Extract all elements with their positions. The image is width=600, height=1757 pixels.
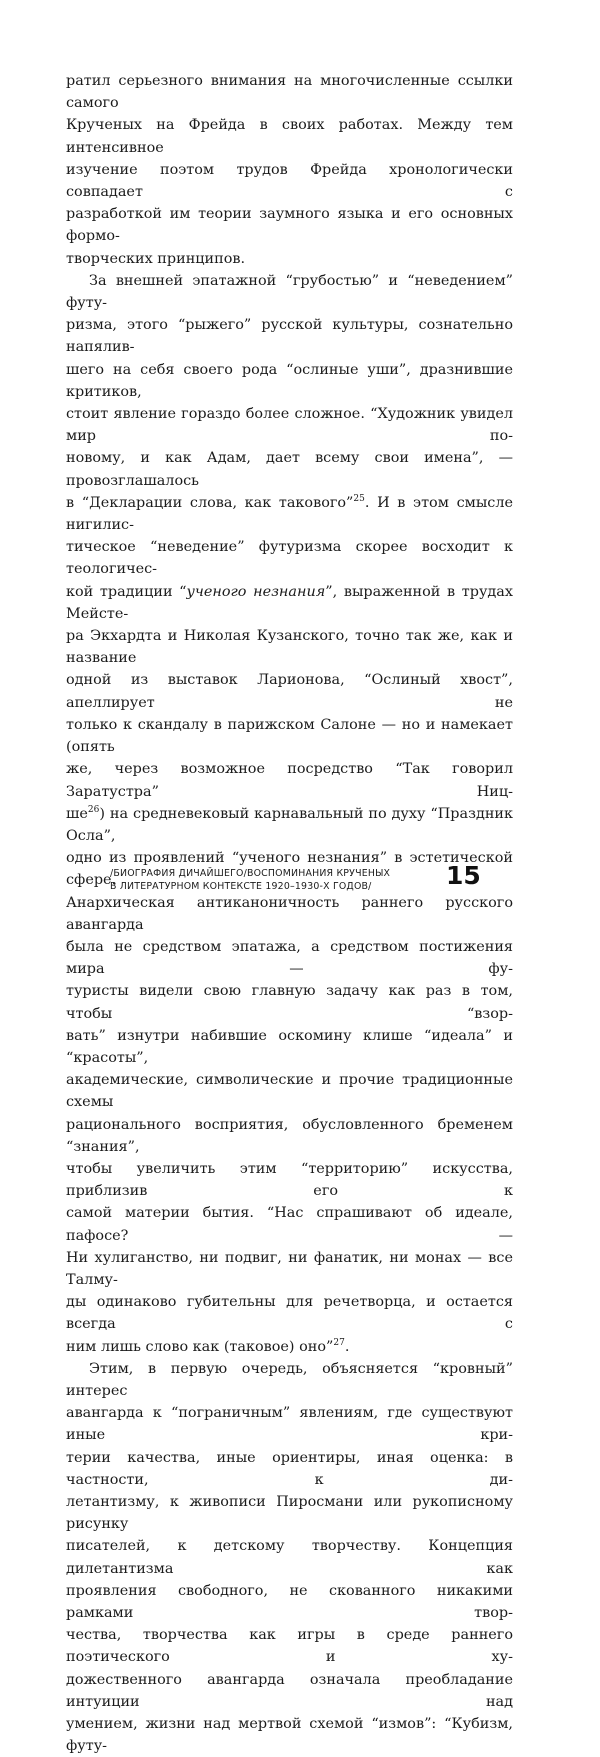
text-line: чества, творчества как игры в среде раннего поэтического и ху- [66, 1627, 513, 1666]
text-line: летантизму, к живописи Пиросмани или рукописному рисунку [66, 1494, 513, 1533]
text-line: рационального восприятия, обусловленного бременем “знания”, [66, 1116, 513, 1155]
text-line: ратил серьезного внимания на многочисленные ссылки самого [66, 73, 513, 112]
running-footer [110, 867, 390, 893]
text-line: туристы видели свою главную задачу как раз в том, чтобы “взор- [66, 983, 513, 1022]
text-run: . [344, 1338, 350, 1355]
text-line: терии качества, иные ориентиры, иная оценка: в частности, к ди- [66, 1449, 513, 1488]
text-line: была не средством эпатажа, а средством постижения мира — фу- [66, 938, 513, 978]
text-line: Ни хулиганство, ни подвиг, ни фанатик, ни монах — все Талму- [66, 1249, 513, 1288]
paragraph-1 [66, 70, 513, 270]
text-line: шего на себя своего рода “ослиные уши”, дразнившие критиков, [66, 361, 513, 400]
text-line: одно из проявлений “ученого незнания” в эстетической сфере. [66, 850, 513, 889]
text-run: ) на средневековый карнавальный по духу “Праздник Осла”, [66, 805, 513, 844]
text-line: умением, жизни над мертвой схемой “измов”: “Кубизм, футу- [66, 1716, 513, 1755]
text-line: За внешней эпатажной “грубостью” и “неведением” футу- [66, 272, 513, 312]
text-run: ”, выраженной в трудах Мейсте- [66, 583, 513, 622]
text-line: вать” изнутри набившие оскомину клише “идеала” и “красоты”, [66, 1027, 513, 1066]
footnote-ref-25[interactable]: 25 [353, 494, 365, 505]
text-line: Этим, в первую очередь, объясняется “кровный” интерес [66, 1360, 513, 1399]
text-line: Крученых на Фрейда в своих работах. Между тем интенсивное [66, 117, 513, 156]
text-line: новому, и как Адам, дает всему свои имена”, — провозглашалось [66, 450, 513, 489]
text-line: чтобы увеличить этим “территорию” искусства, приблизив его к [66, 1160, 513, 1200]
text-line [66, 581, 513, 625]
text-line: же, через возможное посредство “Так говорил Заратустра” Ниц- [66, 761, 513, 800]
body-text [66, 70, 513, 1757]
footnote-ref-26[interactable]: 26 [87, 804, 100, 815]
text-line: одной из выставок Ларионова, “Ослиный хвост”, апеллирует не [66, 672, 513, 711]
text-line: разработкой им теории заумного языка и его основных формо- [66, 206, 513, 245]
text-line: творческих принципов. [66, 250, 246, 267]
text-line: самой материи бытия. “Нас спрашивают об идеале, пафосе? — [66, 1205, 513, 1244]
text-line [66, 803, 513, 847]
paragraph-3 [66, 1358, 513, 1757]
text-line: проявления свободного, не скованного никакими рамками твор- [66, 1582, 513, 1622]
text-line: только к скандалу в парижском Салоне — но и намекает (опять [66, 716, 513, 756]
text-line: авангарда к “пограничным” явлениям, где существуют иные кри- [66, 1405, 513, 1444]
text-line: ризма, этого “рыжего” русской культуры, сознательно напялив- [66, 317, 513, 356]
text-line: ды одинаково губительны для речетворца, и остается всегда с [66, 1294, 513, 1333]
italic-term: ученого незнания [186, 583, 326, 600]
text-line [66, 1336, 513, 1358]
text-line: академические, символические и прочие традиционные схемы [66, 1072, 513, 1111]
text-line: тическое “неведение” футуризма скорее восходит к теологичес- [66, 539, 513, 578]
text-run: ше [66, 805, 88, 822]
text-line: писателей, к детскому творчеству. Концепция дилетантизма как [66, 1538, 513, 1577]
text-line: стоит явление гораздо более сложное. “Художник увидел мир по- [66, 406, 513, 445]
text-line: Анархическая антиканоничность раннего русского авангарда [66, 894, 513, 933]
text-run: ним лишь слово как (таковое) оно” [66, 1338, 334, 1355]
footer-line: /БИОГРАФИЯ ДИЧАЙШЕГО/ВОСПОМИНАНИЯ КРУЧЕНЫХ [110, 868, 391, 879]
text-line: ра Экхардта и Николая Кузанского, точно так же, как и название [66, 628, 513, 667]
text-line: дожественного авангарда означала преобладание интуиции над [66, 1671, 513, 1710]
page-number: 15 [446, 861, 481, 890]
footer-line: В ЛИТЕРАТУРНОМ КОНТЕКСТЕ 1920–1930-Х ГОДОВ/ [110, 881, 372, 892]
paragraph-2 [66, 270, 513, 1358]
text-run: в “Декларации слова, как такового” [66, 494, 354, 511]
text-run: . И в этом смысле нигилис- [66, 494, 513, 534]
text-line [66, 492, 513, 536]
text-run: кой традиции “ [66, 583, 187, 600]
text-line: изучение поэтом трудов Фрейда хронологически совпадает с [66, 161, 513, 201]
footnote-ref-27[interactable]: 27 [333, 1337, 345, 1348]
